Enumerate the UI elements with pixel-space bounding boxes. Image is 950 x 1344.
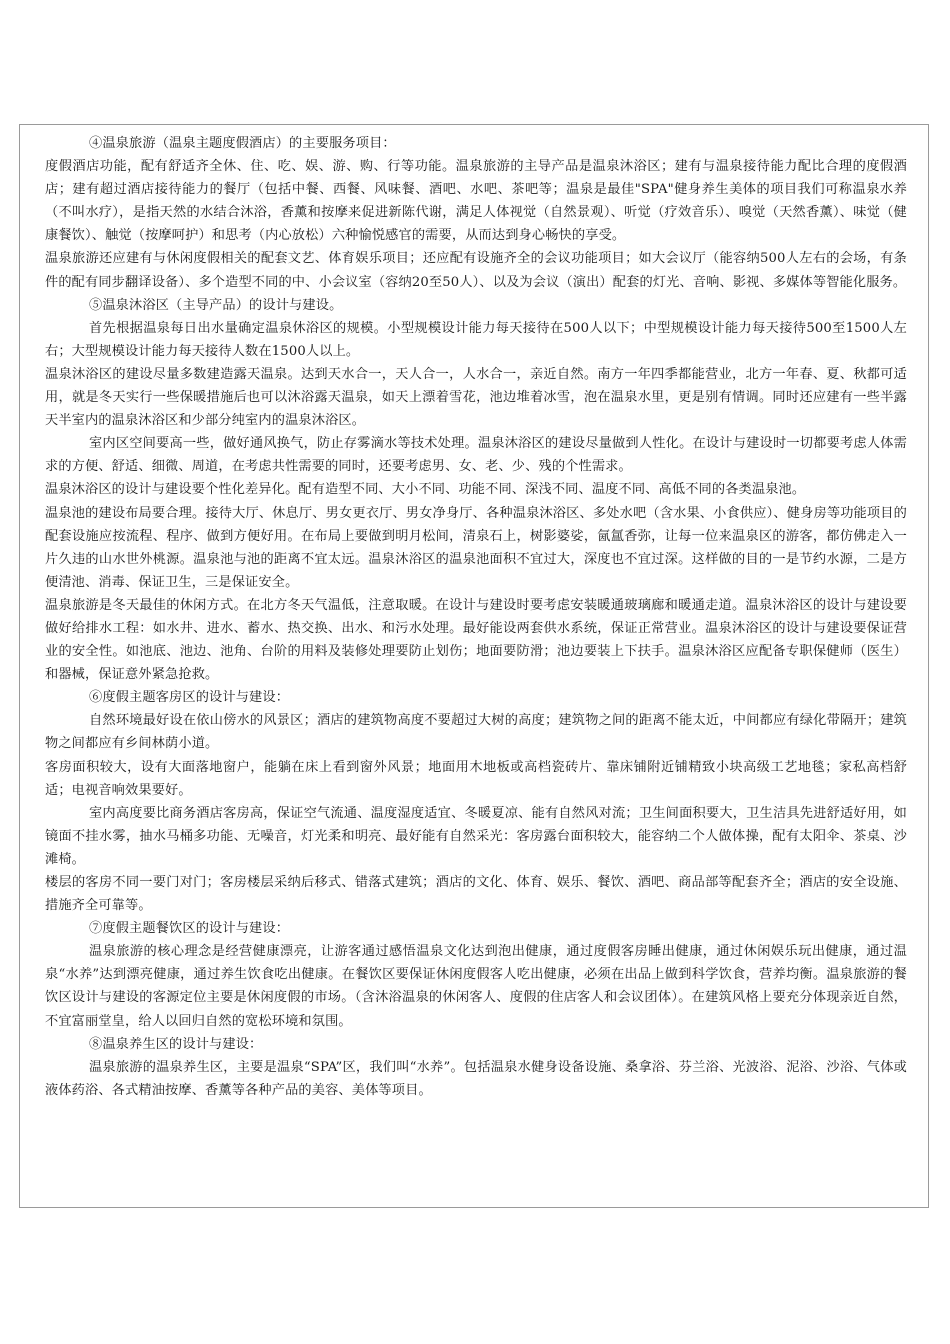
paragraph: 温泉旅游的核心理念是经营健康漂亮，让游客通过感悟温泉文化达到泡出健康，通过度假客房睡出健康，通过休闲娱乐玩出健康，通过温泉“水养”达到漂亮健康，通过养生饮食吃出健康。在餐饮区要保证休闲度假客人吃出健康，必须在出品上做到科学饮食，营养均衡。温泉旅游的餐饮区设计与建设的客源定位主要是休闲度假的市场。（含沐浴温泉的休闲客人、度假的住店客人和会议团体）。在建筑风格上要充分体现亲近自然，不宜富丽堂皇，给人以回归自然的宽松环境和氛围。: [45, 944, 907, 1029]
paragraph: ④温泉旅游（温泉主题度假酒店）的主要服务项目：: [89, 136, 396, 151]
paragraph: 首先根据温泉每日出水量确定温泉休浴区的规模。小型规模设计能力每天接待在500人以下；中型规模设计能力每天接待500至1500人左右；大型规模设计能力每天接待人数在1500人以上。: [45, 320, 907, 359]
paragraph: 客房面积较大，设有大面落地窗户，能躺在床上看到窗外风景；地面用木地板或高档瓷砖片、靠床铺附近铺精致小块高级工艺地毯；家私高档舒适；电视音响效果要好。: [45, 759, 907, 798]
paragraph: ⑤温泉沐浴区（主导产品）的设计与建设。: [89, 297, 343, 313]
paragraph: 温泉沐浴区的设计与建设要个性化差异化。配有造型不同、大小不同、功能不同、深浅不同、温度不同、高低不同的各类温泉池。: [45, 482, 806, 498]
paragraph: 室内高度要比商务酒店客房高，保证空气流通、温度湿度适宜、冬暖夏凉、能有自然风对流；卫生间面积要大，卫生洁具先进舒适好用，如镜面不挂水雾，抽水马桶多功能、无噪音，灯光柔和明亮、最好能有自然采光：客房露台面积较大，能容纳二个人做体操，配有太阳伞、茶桌、沙滩椅。: [45, 805, 907, 867]
paragraph: 室内区空间要高一些，做好通风换气，防止存雾滴水等技术处理。温泉沐浴区的建设尽量做到人性化。在设计与建设时一切都要考虑人体需求的方便、舒适、细微、周道，在考虑共性需要的同时，还要考虑男、女、老、少、残的个性需求。: [45, 436, 907, 475]
paragraph: 温泉旅游是冬天最佳的休闲方式。在北方冬天气温低，注意取暖。在设计与建设时要考虑安装暖通玻璃廊和暖通走道。温泉沐浴区的设计与建设要做好给排水工程：如水井、进水、蓄水、热交换、出水、和污水处理。最好能设两套供水系统，保证正常营业。温泉沐浴区的设计与建设要保证营业的安全性。如池底、池边、池角、台阶的用料及装修处理要防止划伤；地面要防滑；池边要装上下扶手。温泉沐浴区应配备专职保健师（医生）和器械，保证意外紧急抢救。: [45, 597, 907, 683]
document-body: [45, 132, 907, 1102]
paragraph: ⑦度假主题餐饮区的设计与建设：: [89, 921, 290, 937]
paragraph: 度假酒店功能，配有舒适齐全休、住、吃、娱、游、购、行等功能。温泉旅游的主导产品是温泉沐浴区；建有与温泉接待能力配比合理的度假酒店；建有超过酒店接待能力的餐厅（包括中餐、西餐、风味餐、酒吧、水吧、茶吧等；温泉是最佳"SPA"健身养生美体的项目我们可称温泉水养（不叫水疗），是指天然的水结合沐浴，香薰和按摩来促进新陈代谢，满足人体视觉（自然景观）、听觉（疗效音乐）、嗅觉（天然香薰）、味觉（健康餐饮）、触觉（按摩呵护）和思考（内心放松）六种愉悦感官的需要，从而达到身心畅快的享受。: [45, 159, 907, 244]
paragraph: ⑧温泉养生区的设计与建设：: [89, 1036, 263, 1052]
paragraph: 温泉沐浴区的建设尽量多数建造露天温泉。达到天水合一，天人合一，人水合一，亲近自然。南方一年四季都能营业，北方一年春、夏、秋都可适用，就是冬天实行一些保暖措施后也可以沐浴露天温泉，如天上漂着雪花，池边堆着冰雪，泡在温泉水里，更是别有情调。同时还应建有一些半露天半室内的温泉沐浴区和少部分纯室内的温泉沐浴区。: [45, 366, 907, 429]
paragraph: 温泉池的建设布局要合理。接待大厅、休息厅、男女更衣厅、男女净身厅、各种温泉沐浴区、多处水吧（含水果、小食供应）、健身房等功能项目的配套设施应按流程、程序、做到方便好用。在布局上要做到明月松间，清泉石上，树影婆娑，氤氲香弥，让每一位来温泉区的游客，都仿佛走入一片久违的山水世外桃源。温泉池与池的距离不宜太远。温泉沐浴区的温泉池面积不宜过大，深度也不宜过深。这样做的目的一是节约水源，二是方便清池、消毒、保证卫生，三是保证安全。: [45, 505, 907, 590]
paragraph: ⑥度假主题客房区的设计与建设：: [89, 690, 290, 706]
paragraph: 温泉旅游还应建有与休闲度假相关的配套文艺、体育娱乐项目；还应配有设施齐全的会议功能项目；如大会议厅（能容纳500人左右的会场，有条件的配有同步翻译设备）、多个造型不同的中、小会议室（容纳20至50人）、以及为会议（演出）配套的灯光、音响、影视、多媒体等智能化服务。: [45, 251, 907, 290]
paragraph: 温泉旅游的温泉养生区，主要是温泉“SPA”区，我们叫“水养”。包括温泉水健身设备设施、桑拿浴、芬兰浴、光波浴、泥浴、沙浴、气体或液体药浴、各式精油按摩、香薰等各种产品的美容、美体等项目。: [45, 1059, 907, 1098]
paragraph: 自然环境最好设在依山傍水的风景区；酒店的建筑物高度不要超过大树的高度；建筑物之间的距离不能太近，中间都应有绿化带隔开；建筑物之间都应有乡间林荫小道。: [45, 713, 907, 752]
paragraph: 楼层的客房不同一要门对门；客房楼层采纳后移式、错落式建筑；酒店的文化、体育、娱乐、餐饮、酒吧、商品部等配套齐全；酒店的安全设施、措施齐全可靠等。: [45, 875, 907, 914]
